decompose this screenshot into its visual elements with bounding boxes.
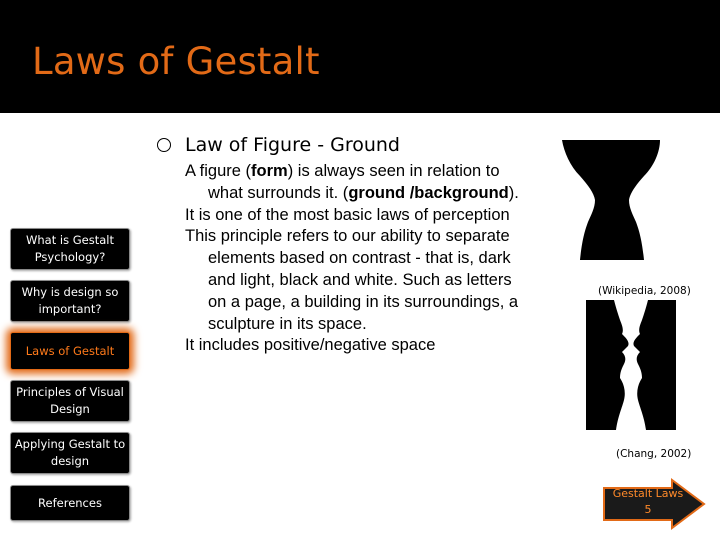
paragraph-line: elements based on contrast - that is, dark: [208, 249, 511, 268]
paragraph-line: on a page, a building in its surroundings, a: [208, 292, 519, 311]
nav-button-principles-visual-design[interactable]: Principles of Visual Design: [10, 380, 130, 422]
law-heading: Law of Figure - Ground: [185, 134, 400, 156]
paragraph-line: This principle refers to our ability to separate: [185, 227, 510, 246]
image-caption-chang: (Chang, 2002): [616, 448, 692, 460]
nav-button-references[interactable]: References: [10, 485, 130, 521]
paragraph-line: It includes positive/negative space: [185, 336, 436, 355]
paragraph-line: what surrounds it. (ground /background).: [208, 183, 519, 202]
paragraph-line: It is one of the most basic laws of perception: [185, 205, 510, 224]
next-arrow-page-number: 5: [644, 503, 652, 516]
paragraph-line: A figure (form) is always seen in relation to: [185, 162, 500, 180]
rubin-vase-icon: [560, 138, 665, 263]
paragraph-line: sculpture in its space.: [208, 314, 367, 333]
nav-button-applying-gestalt[interactable]: Applying Gestalt to design: [10, 432, 130, 474]
nav-button-laws-of-gestalt[interactable]: Laws of Gestalt: [10, 332, 130, 370]
next-arrow-label[interactable]: [606, 486, 690, 518]
next-arrow-text: Gestalt Laws: [612, 487, 684, 500]
slide-title: Laws of Gestalt: [32, 40, 320, 83]
bullet-circle-icon: [157, 138, 171, 152]
nav-button-what-is-gestalt[interactable]: What is Gestalt Psychology?: [10, 228, 130, 270]
paragraph-line: and light, black and white. Such as letters: [208, 270, 512, 289]
law-description: [185, 161, 560, 357]
facing-profiles-icon: [586, 300, 676, 430]
image-caption-wikipedia: (Wikipedia, 2008): [598, 285, 691, 297]
nav-button-why-design-important[interactable]: Why is design so important?: [10, 280, 130, 322]
title-bar: [0, 0, 720, 113]
